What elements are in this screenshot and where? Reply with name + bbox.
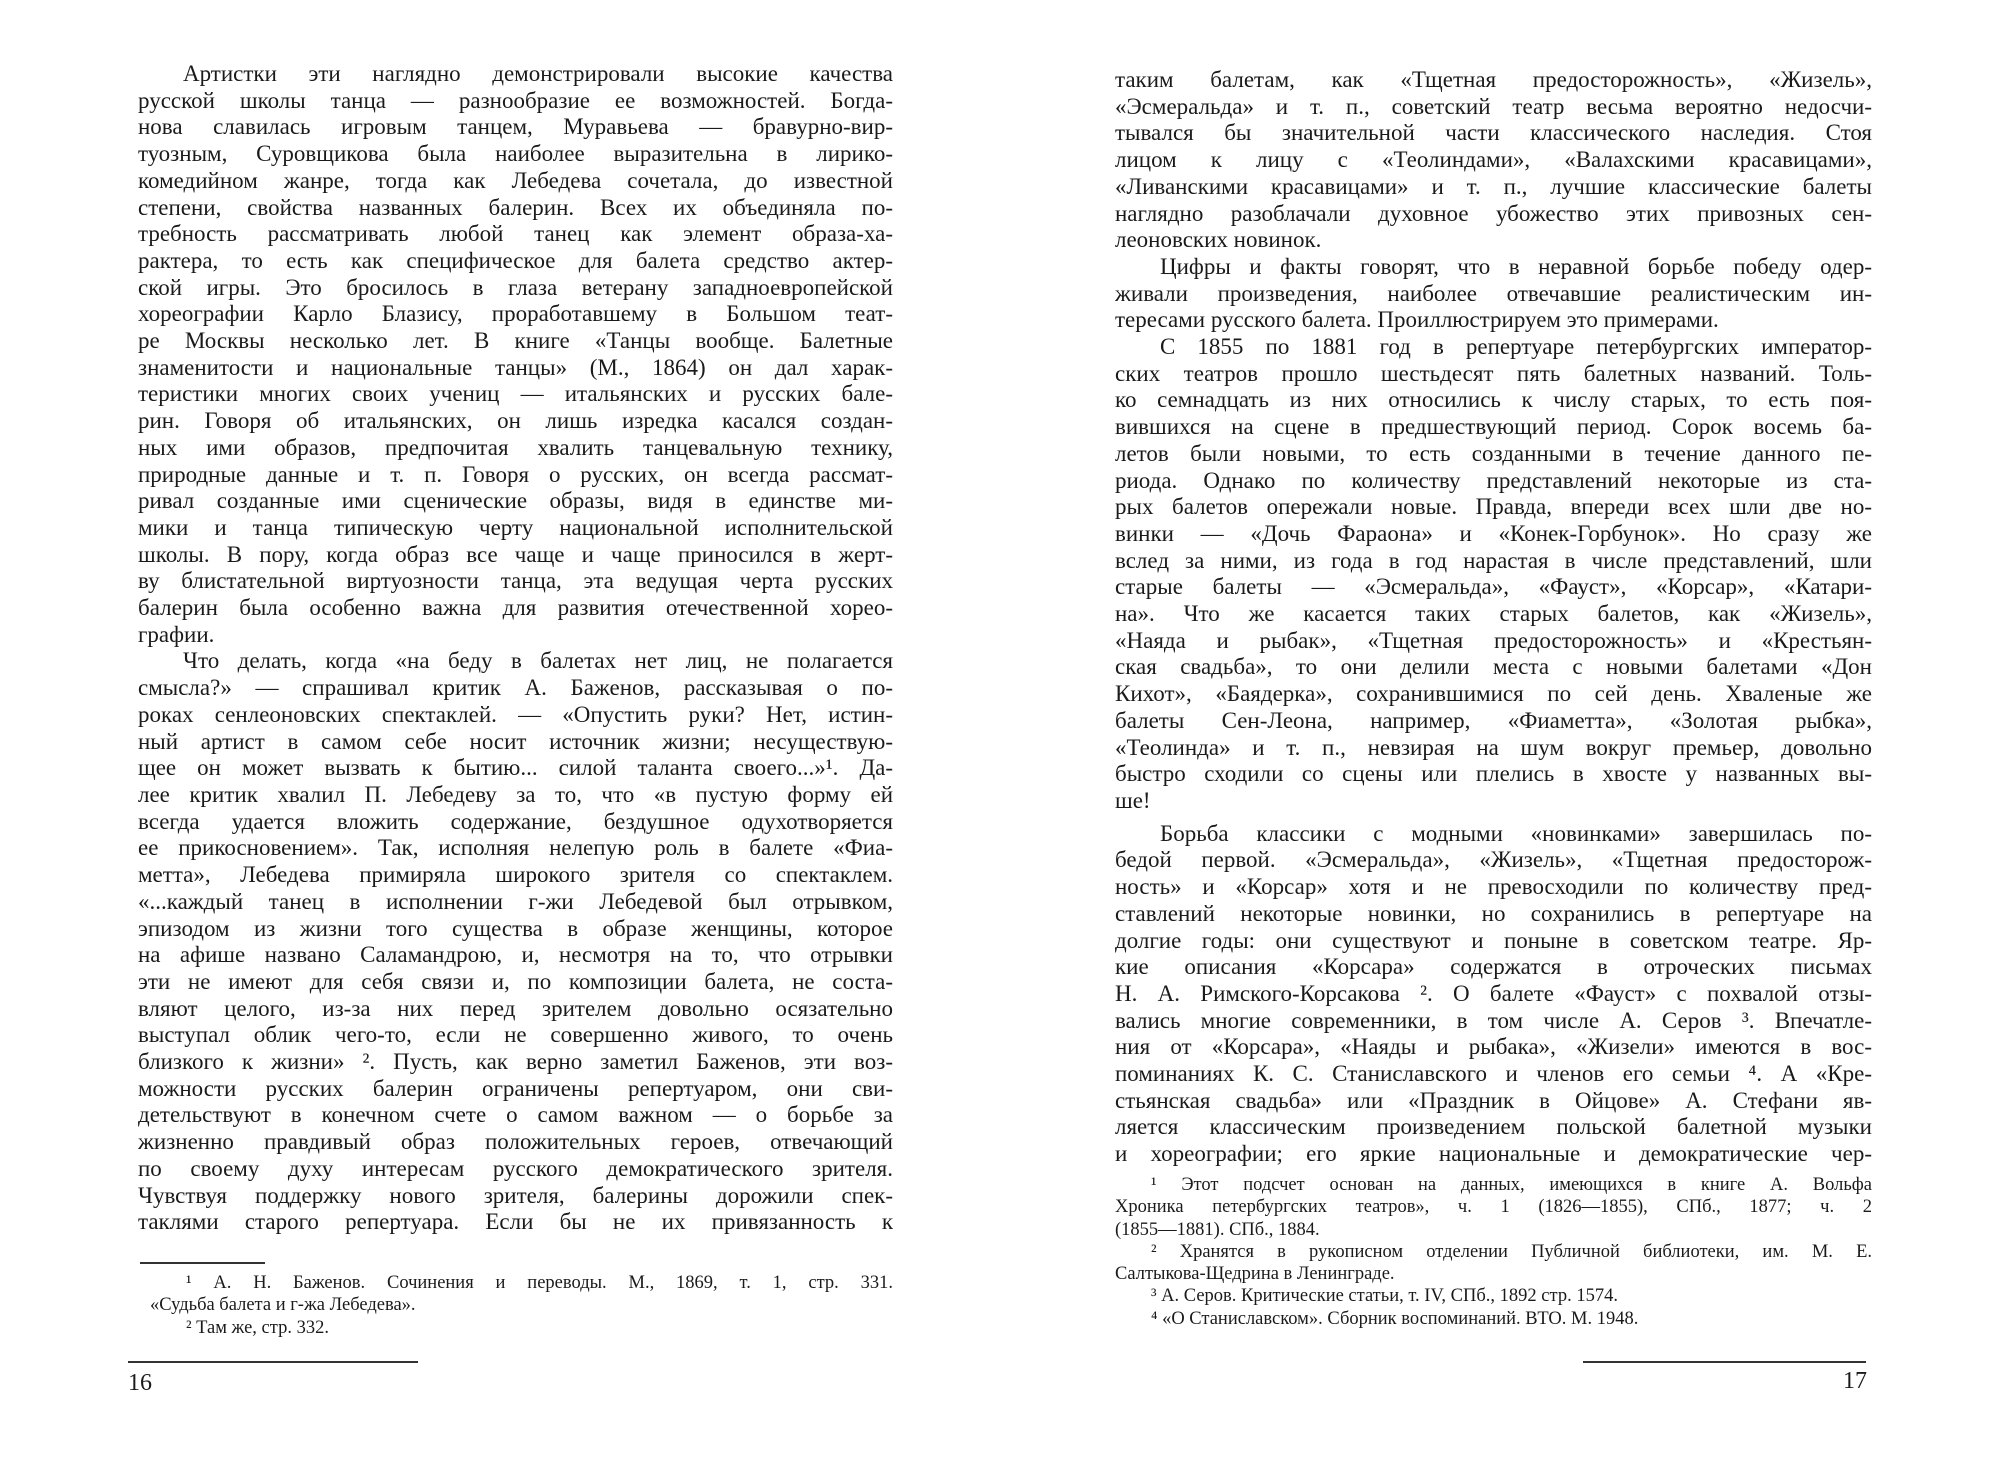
- footnote-line: ⁴ «О Станиславском». Сборник воспоминаний. ВТО. М. 1948.: [1151, 1308, 1639, 1329]
- paragraph-line: смысла?» — спрашивал критик А. Баженов, рассказывая о по-: [138, 675, 893, 701]
- paragraph-line: теристики многих своих учениц — итальянских и русских бале-: [138, 381, 893, 407]
- paragraph-line: по своему духу интересам русского демократического зрителя.: [138, 1155, 893, 1181]
- footnote-line: (1855—1881). СПб., 1884.: [1115, 1219, 1320, 1240]
- footnote-line: ² Там же, стр. 332.: [186, 1317, 329, 1338]
- paragraph-line: летов были новыми, то есть созданными в течение данного пе-: [1115, 440, 1872, 466]
- paragraph-line: Н. А. Римского-Корсакова ². О балете «Фауст» с похвалой отзы-: [1115, 980, 1872, 1006]
- paragraph-line: на». Что же касается таких старых балетов, как «Жизель»,: [1115, 601, 1872, 627]
- footnote-separator: [140, 1262, 265, 1264]
- paragraph-line: туозным, Суровщикова была наиболее выразительна в лирико-: [138, 141, 893, 167]
- paragraph: [138, 61, 893, 648]
- paragraph-line: степени, свойства названных балерин. Всех их объединяла по-: [138, 194, 893, 220]
- paragraph-line: ный артист в самом себе носит источник жизни; несуществую-: [138, 728, 893, 754]
- paragraph-line: знаменитости и национальные танцы» (М., 1864) он дал харак-: [138, 354, 893, 380]
- footnote-line: ³ А. Серов. Критические статьи, т. IV, СПб., 1892 стр. 1574.: [1151, 1286, 1618, 1307]
- paragraph-line: бедой первой. «Эсмеральда», «Жизель», «Тщетная предосторож-: [1115, 847, 1872, 873]
- footnote: [1115, 1174, 1872, 1241]
- paragraph: [1115, 334, 1872, 815]
- paragraph-line: рых балетов опережали новые. Правда, впереди всех шли две но-: [1115, 494, 1872, 520]
- paragraph-line: Артистки эти наглядно демонстрировали высокие качества: [183, 61, 893, 86]
- paragraph-line: вслед за ними, из года в год нарастая в числе представлений, шли: [1115, 547, 1872, 573]
- paragraph-line: С 1855 по 1881 год в репертуаре петербургских император-: [1160, 334, 1872, 360]
- paragraph-line: комедийном жанре, тогда как Лебедева сочетала, до известной: [138, 167, 893, 193]
- paragraph-line: тывался бы значительной части классического наследия. Стоя: [1115, 120, 1872, 146]
- paragraph-line: живали произведения, наиболее отвечавшие реалистическим ин-: [1115, 280, 1872, 306]
- paragraph-line: школы. В пору, когда образ все чаще и чаще приносился в жерт-: [138, 541, 893, 567]
- paragraph-line: ставлений некоторые новинки, но сохранились в репертуаре на: [1115, 900, 1872, 926]
- paragraph-line: стьянская свадьба» или «Праздник в Ойцове» А. Стефани яв-: [1115, 1087, 1872, 1113]
- paragraph-line: ко семнадцать из них относились к числу старых, то есть поя-: [1115, 387, 1872, 413]
- paragraph-line: «Наяда и рыбак», «Тщетная предосторожность» и «Крестьян-: [1115, 627, 1872, 653]
- paragraph-line: «Ливанскими красавицами» и т. п., лучшие классические балеты: [1115, 173, 1872, 199]
- paragraph-line: ных ими образов, предпочитая хвалить танцевальную технику,: [138, 434, 893, 460]
- footnote-line: Хроника петербургских театров», ч. 1 (1826—1855), СПб., 1877; ч. 2: [1115, 1197, 1872, 1218]
- paragraph-line: близкого к жизни» ². Пусть, как верно заметил Баженов, эти воз-: [138, 1049, 893, 1075]
- paragraph-line: вались многие современники, в том числе А. Серов ³. Впечатле-: [1115, 1007, 1872, 1033]
- paragraph-line: требность рассматривать любой танец как элемент образа-ха-: [138, 221, 893, 247]
- paragraph-line: ре Москвы несколько лет. В книге «Танцы вообще. Балетные: [138, 328, 893, 354]
- paragraph-line: ляется классическим произведением польской балетной музыки: [1115, 1114, 1872, 1140]
- paragraph-line: «...каждый танец в исполнении г-жи Лебедевой был отрывком,: [138, 888, 893, 914]
- footnote-line: ¹ Этот подсчет основан на данных, имеющихся в книге А. Вольфа: [1151, 1175, 1872, 1195]
- paragraph-line: таклями старого репертуара. Если бы не их привязанность к: [138, 1209, 893, 1235]
- footnote: [150, 1272, 893, 1317]
- paragraph-line: тересами русского балета. Проиллюстрируем это примерами.: [1115, 307, 1719, 333]
- paragraph-line: таким балетам, как «Тщетная предосторожность», «Жизель»,: [1115, 67, 1872, 92]
- paragraph-line: и хореографии; его яркие национальные и демократические чер-: [1115, 1141, 1872, 1167]
- right-page-footnotes: [1115, 1174, 1872, 1330]
- paragraph-line: всегда удается вложить содержание, бездушное одухотворяется: [138, 808, 893, 834]
- footnote: [1115, 1285, 1872, 1307]
- left-page-footnotes: [150, 1272, 893, 1339]
- paragraph-line: «Эсмеральда» и т. п., советский театр весьма вероятно недосчи-: [1115, 93, 1872, 119]
- paragraph-line: хореографии Карло Блазису, проработавшему в Большом теат-: [138, 301, 893, 327]
- paragraph-line: балерин была особенно важна для развития отечественной хорео-: [138, 595, 893, 621]
- paragraph-line: Кихот», «Баядерка», сохранившимися по сей день. Хваленые же: [1115, 681, 1872, 707]
- paragraph-line: ее прикосновением». Так, исполняя нелепую роль в балете «Фиа-: [138, 835, 893, 861]
- footnote-line: ¹ А. Н. Баженов. Сочинения и переводы. М., 1869, т. 1, стр. 331.: [186, 1273, 893, 1293]
- paragraph-line: мики и танца типическую черту национальной исполнительской: [138, 514, 893, 540]
- footnote-line: Салтыкова-Щедрина в Ленинграде.: [1115, 1264, 1395, 1285]
- paragraph-line: ривал созданные ими сценические образы, видя в единстве ми-: [138, 488, 893, 514]
- paragraph-line: Борьба классики с модными «новинками» завершилась по-: [1160, 820, 1872, 846]
- paragraph-line: винки — «Дочь Фараона» и «Конек-Горбунок». Но сразу же: [1115, 520, 1872, 546]
- paragraph-line: роках сенлеоновских спектаклей. — «Опустить руки? Нет, истин-: [138, 701, 893, 727]
- right-page-body: [1115, 67, 1872, 1168]
- paragraph-line: наглядно разоблачали духовное убожество этих привозных сен-: [1115, 200, 1872, 226]
- paragraph-line: русской школы танца — разнообразие ее возможностей. Богда-: [138, 87, 893, 113]
- paragraph-line: старые балеты — «Эсмеральда», «Фауст», «Корсар», «Катари-: [1115, 574, 1872, 600]
- paragraph-line: поминаниях К. С. Станиславского и членов его семьи ⁴. А «Кре-: [1115, 1061, 1872, 1087]
- paragraph-line: балеты Сен-Леона, например, «Фиаметта», «Золотая рыбка»,: [1115, 707, 1872, 733]
- page-bottom-rule: [128, 1361, 418, 1363]
- paragraph-line: ских театров прошло шестьдесят пять балетных названий. Толь-: [1115, 360, 1872, 386]
- paragraph-line: риода. Однако по количеству представлений некоторые из ста-: [1115, 467, 1872, 493]
- paragraph-line: вившихся на сцене в предшествующий период. Сорок восемь ба-: [1115, 414, 1872, 440]
- paragraph-line: долгие годы: они существуют и поныне в советском театре. Яр-: [1115, 927, 1872, 953]
- footnote: [1115, 1241, 1872, 1286]
- left-page-body: [138, 61, 893, 1236]
- paragraph-line: «Теолинда» и т. п., невзирая на шум вокруг премьер, довольно: [1115, 734, 1872, 760]
- paragraph-line: ской игры. Это бросилось в глаза ветерану западноевропейской: [138, 274, 893, 300]
- paragraph-line: лее критик хвалил П. Лебедеву за то, что «в пустую форму ей: [138, 781, 893, 807]
- paragraph-line: ская свадьба», то они делили места с новыми балетами «Дон: [1115, 654, 1872, 680]
- paragraph-line: эти не имеют для себя связи и, по композиции балета, не соста-: [138, 968, 893, 994]
- paragraph-line: быстро сходили со сцены или плелись в хвосте у названных вы-: [1115, 761, 1872, 787]
- paragraph-line: Цифры и факты говорят, что в неравной борьбе победу одер-: [1160, 253, 1872, 279]
- paragraph-line: вляют целого, из-за них перед зрителем довольно осязательно: [138, 995, 893, 1021]
- paragraph-line: леоновских новинок.: [1115, 227, 1322, 253]
- paragraph-line: рин. Говоря об итальянских, он лишь изредка касался создан-: [138, 408, 893, 434]
- footnote-line: ² Хранятся в рукописном отделении Публичной библиотеки, им. М. Е.: [1151, 1241, 1872, 1262]
- paragraph-line: Чувствуя поддержку нового зрителя, балерины дорожили спек-: [138, 1182, 893, 1208]
- paragraph-line: природные данные и т. п. Говоря о русских, он всегда рассмат-: [138, 461, 893, 487]
- paragraph-line: выступал облик чего-то, если не совершенно живого, то очень: [138, 1022, 893, 1048]
- paragraph-line: кие описания «Корсара» содержатся в отроческих письмах: [1115, 954, 1872, 980]
- page-bottom-rule: [1583, 1361, 1866, 1363]
- paragraph-line: эпизодом из жизни того существа в образе женщины, которое: [138, 915, 893, 941]
- paragraph: [1115, 821, 1872, 1168]
- paragraph: [1115, 254, 1872, 334]
- paragraph-line: лицом к лицу с «Теолиндами», «Валахскими красавицами»,: [1115, 147, 1872, 173]
- paragraph-line: ву блистательной виртуозности танца, эта ведущая черта русских: [138, 568, 893, 594]
- footnote: [150, 1317, 893, 1339]
- paragraph: [138, 648, 893, 1235]
- paragraph-line: ше!: [1115, 787, 1151, 813]
- paragraph-line: ность» и «Корсар» хотя и не превосходили по количеству пред-: [1115, 874, 1872, 900]
- paragraph-line: рактера, то есть как специфическое для балета средство актер-: [138, 247, 893, 273]
- paragraph-line: можности русских балерин ограничены репертуаром, они сви-: [138, 1075, 893, 1101]
- paragraph-line: детельствуют в конечном счете о самом важном — о борьбе за: [138, 1102, 893, 1128]
- paragraph-line: Что делать, когда «на беду в балетах нет лиц, не полагается: [183, 648, 893, 674]
- footnote-line: «Судьба балета и г-жа Лебедева».: [150, 1295, 416, 1316]
- paragraph-line: ния от «Корсара», «Наяды и рыбака», «Жизели» имеются в вос-: [1115, 1034, 1872, 1060]
- paragraph-line: метта», Лебедева примиряла широкого зрителя со спектаклем.: [138, 862, 893, 888]
- footnote: [1115, 1308, 1872, 1330]
- paragraph-line: нова славилась игровым танцем, Муравьева — бравурно-вир-: [138, 114, 893, 140]
- page-number-right: 17: [1843, 1368, 1867, 1394]
- paragraph-line: графии.: [138, 621, 215, 647]
- paragraph: [1115, 67, 1872, 254]
- page-number-left: 16: [128, 1370, 152, 1396]
- paragraph-line: щее он может вызвать к бытию... силой таланта своего...»¹. Да-: [138, 755, 893, 781]
- paragraph-line: жизненно правдивый образ положительных героев, отвечающий: [138, 1129, 893, 1155]
- paragraph-line: на афише названо Саламандрою, и, несмотря на то, что отрывки: [138, 942, 893, 968]
